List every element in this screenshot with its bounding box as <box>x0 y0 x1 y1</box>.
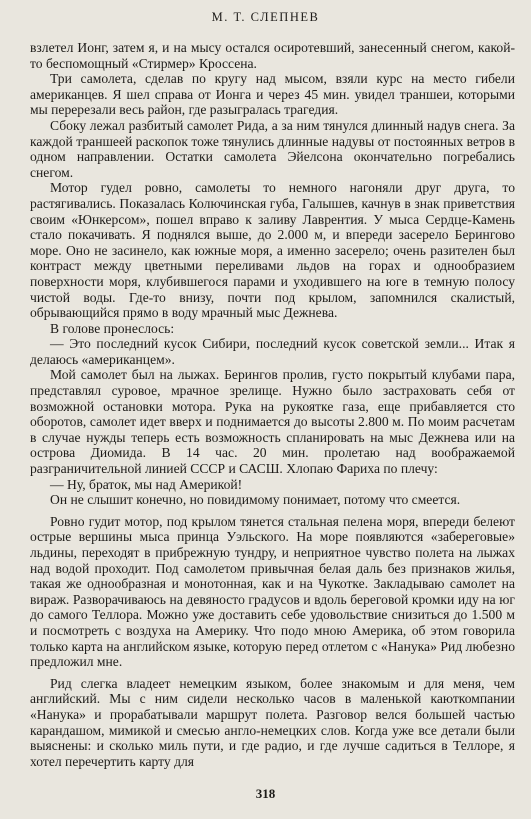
running-header: М. Т. СЛЕПНЕВ <box>211 10 320 24</box>
paragraph: В голове пронеслось: <box>50 320 175 336</box>
paragraph: Он не слышит конечно, но повидимому понимает, потому что смеется. <box>50 492 461 508</box>
paragraph: Мотор гудел ровно, самолеты то немного нагоняли друг друга, то растягивались. Показалась Колючинская губа, Галышев, качнув в знак приветствия своим «Юнкерсом», пошел вправо к заливу Лаврентия. У мыса Сердце-Камень стало покачивать. Я поднялся выше, до 2.000 м, и впереди засерело Берингово море. Оно не засинело, как южные моря, а именно засерело; очень разителен был контраст между цветными переливами льдов на горах и однообразием поверхности моря, клубившегося парами и уходившего на юге в темную полосу чистой воды. Где-то внизу, почти под крылом, запомнился скалистый, обрывающийся прямо в воду мрачный мыс Дежнева. <box>30 180 515 321</box>
paragraph: Три самолета, сделав по кругу над мысом, взяли курс на место гибели американцев. Я шел справа от Ионга и через 45 мин. увидел траншеи, которыми мы перерезали весь район, где разыгралась трагедия. <box>30 71 515 118</box>
paragraph: — Ну, браток, мы над Америкой! <box>50 476 243 492</box>
paragraph: Сбоку лежал разбитый самолет Рида, а за ним тянулся длинный надув снега. За каждой траншеей раскопок тоже тянулись длинные надувы от постоянных ветров в одном направлении. Остатки самолета Эйелсона окончательно погребались снегом. <box>30 117 515 180</box>
paragraph: — Это последний кусок Сибири, последний кусок советской земли... Итак я делаюсь «американцем». <box>30 336 515 367</box>
page-number: 318 <box>255 786 276 801</box>
paragraph: Ровно гудит мотор, под крылом тянется стальная пелена моря, впереди белеют острые вершины мыса принца Уэльского. На море появляются «забереговые» льдины, переходят в прибрежную тундру, и неприятное чувство полета на лыжах над водой проходит. Под самолетом привычная белая даль без признаков жилья, такая же однообразная и монотонная, как и на Чукотке. Закладываю самолет на вираж. Разворачиваюсь на девяносто градусов и вдоль береговой кромки иду на юг до самого Теллора. Можно уже доставить себе удовольствие снизиться до 1.500 м и посмотреть с воздуха на Америку. Что подо мною Америка, об этом говорила только карта на английском языке, которую перед отлетом с «Нанука» Рид любезно предложил мне. <box>30 513 515 670</box>
paragraph: Мой самолет был на лыжах. Берингов пролив, густо покрытый клубами пара, представлял суровое, мрачное зрелище. Нужно было застраховать себя от возможной остановки мотора. Рука на рукоятке газа, еще прибавляется сто оборотов, самолет идет вверх и поднимается до высоты 2.800 м. По моим расчетам в случае нужды теперь есть возможность спланировать на мыс Дежнева или на острова Диомида. В 14 час. 20 мин. пролетаю над воображаемой разграничительной линией СССР и САСШ. Хлопаю Фариха по плечу: <box>30 367 515 477</box>
paragraph: Рид слегка владеет немецким языком, более знакомым и для меня, чем английский. Мы с ним сидели несколько часов в маленькой каюткомпании «Нанука» и прорабатывали маршрут полета. Разговор велся большей частью карандашом, мимикой и смесью англо-немецких слов. Когда уже все детали были выяснены: и сколько миль пути, и где радио, и где лучше садиться в Теллоре, я хотел перечертить карту для <box>30 675 515 769</box>
paragraph: взлетел Ионг, затем я, и на мысу остался осиротевший, занесенный снегом, какой-то беспомощный «Стирмер» Кроссена. <box>30 40 515 71</box>
body-text <box>30 40 515 769</box>
